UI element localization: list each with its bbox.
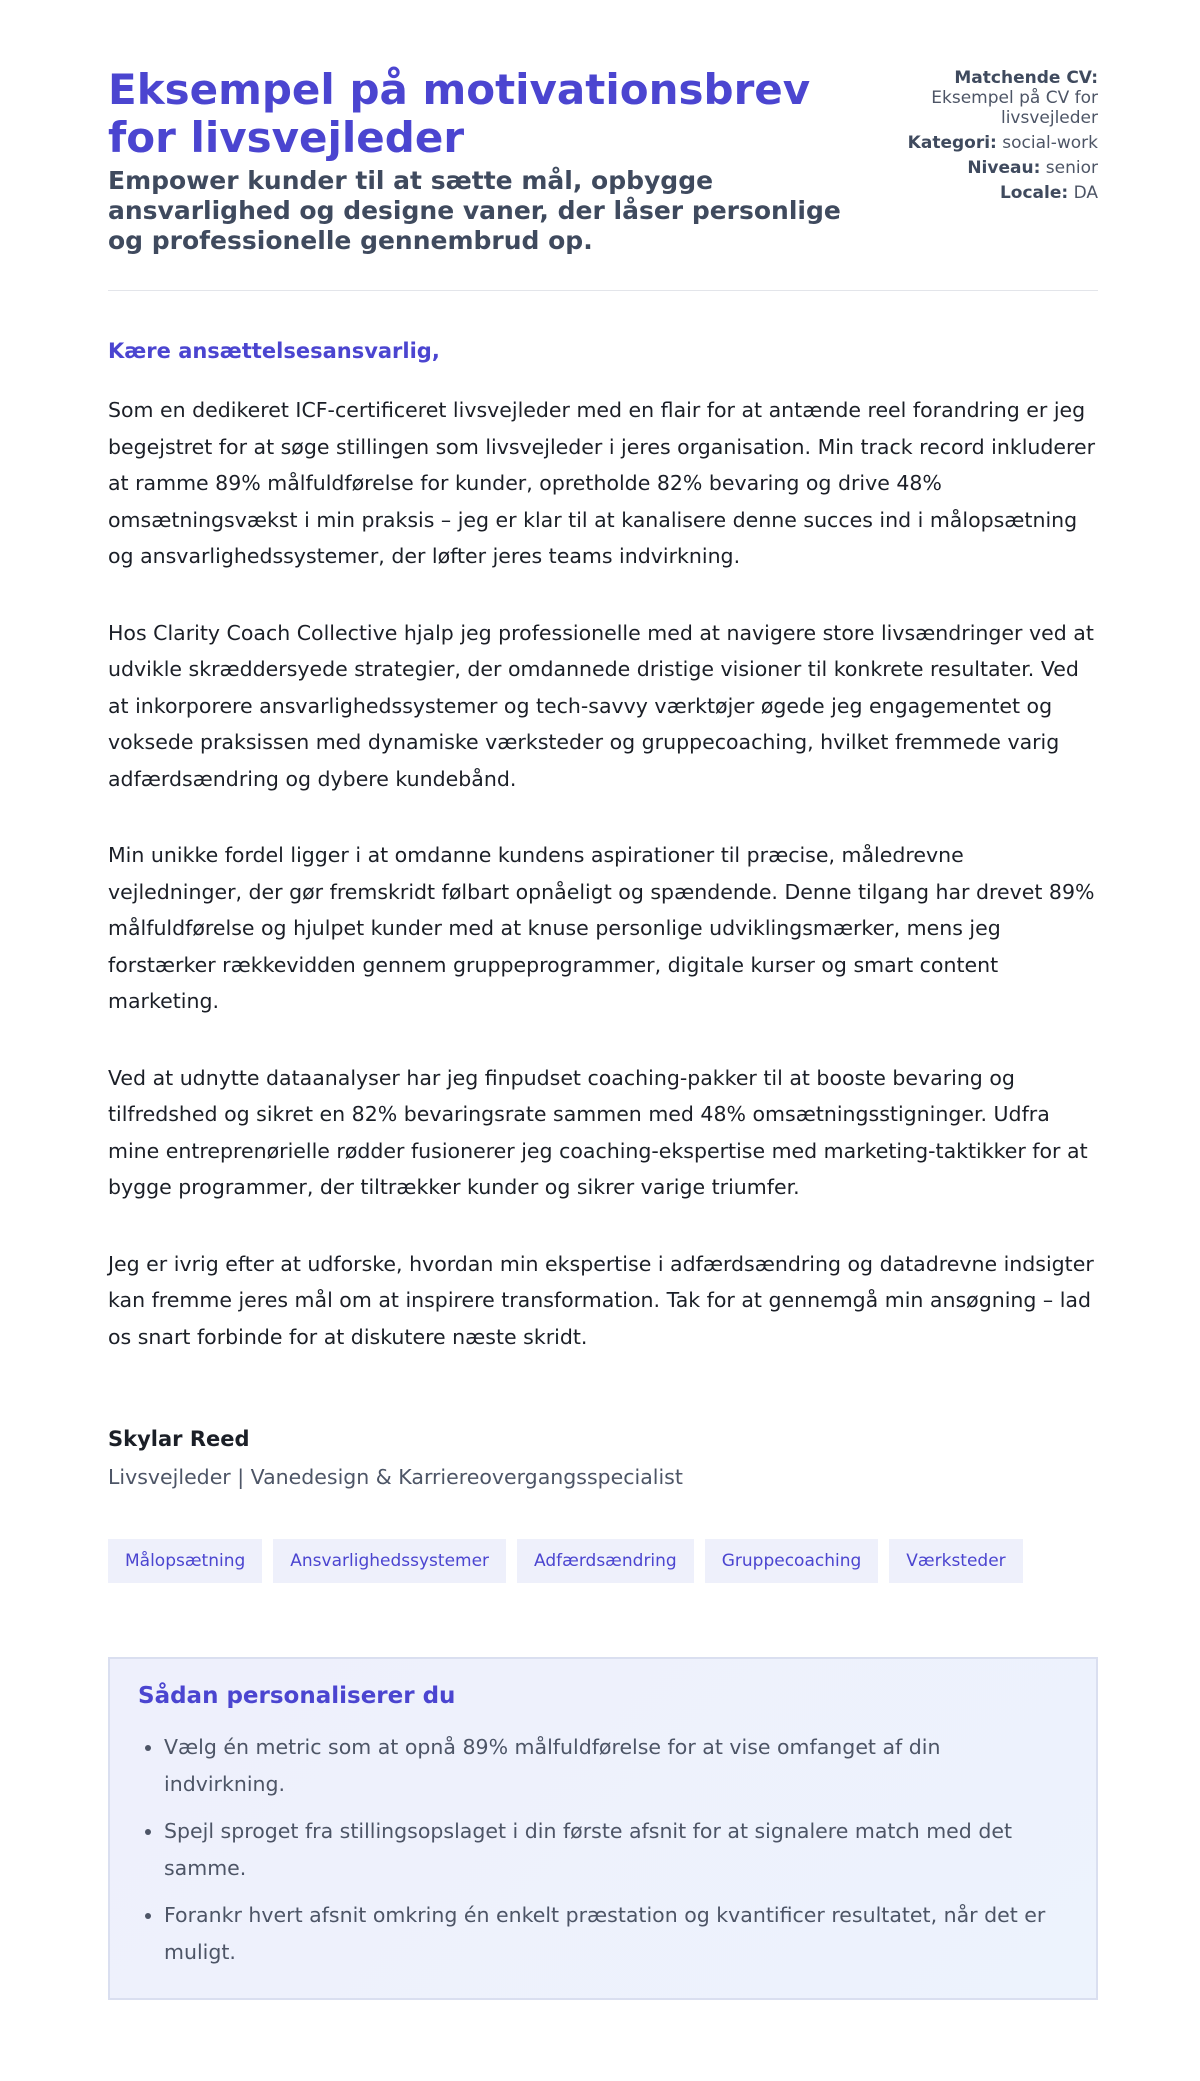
meta-matching-cv-label: Matchende CV: xyxy=(954,68,1098,88)
personalize-tips-box xyxy=(108,1657,1098,2000)
skill-tags xyxy=(108,1539,1098,1583)
signature-name: Skylar Reed xyxy=(108,1427,250,1451)
meta-category xyxy=(903,133,1098,153)
meta-category-label: Kategori: xyxy=(907,133,997,153)
skill-tag: Ansvarlighedssystemer xyxy=(273,1539,506,1583)
meta-matching-cv xyxy=(903,68,1098,128)
skill-tag: Værksteder xyxy=(889,1539,1022,1583)
letter-body xyxy=(108,392,1098,1355)
tips-title: Sådan personaliserer du xyxy=(138,1683,456,1709)
page-title: Eksempel på motivationsbrev for livsvejleder xyxy=(108,65,811,162)
page-header xyxy=(108,66,1098,256)
skill-tag: Gruppecoaching xyxy=(705,1539,879,1583)
meta-locale xyxy=(903,183,1098,203)
meta-locale-label: Locale: xyxy=(999,183,1069,203)
cover-letter-page xyxy=(108,66,1098,2000)
meta-level-value: senior xyxy=(1045,158,1098,178)
meta-category-value: social-work xyxy=(1002,133,1098,153)
meta-matching-cv-value: Eksempel på CV for livsvejleder xyxy=(931,88,1098,128)
tips-list xyxy=(138,1729,1068,1970)
letter-paragraph: Jeg er ivrig efter at udforske, hvordan min ekspertise i adfærdsændring og datadrevne indsigter kan fremme jeres mål om at inspirere transformation. Tak for at gennemgå min ansøgning – lad os snart forbinde for at diskutere næste skridt. xyxy=(108,1251,1094,1349)
letter-paragraph: Min unikke fordel ligger i at omdanne kundens aspirationer til præcise, måledrevne vejledninger, der gør fremskridt følbart opnåeligt og spændende. Denne tilgang har drevet 89% målfuldførelse og hjulpet kunder med at knuse personlige udviklingsmærker, mens jeg forstærker rækkevidden gennem gruppeprogrammer, digitale kurser og smart content marketing. xyxy=(108,843,1095,1013)
tip-item: • Spejl sproget fra stillingsopslaget i din første afsnit for at signalere match med det samme. xyxy=(164,1813,1068,1886)
tip-item: • Forankr hvert afsnit omkring én enkelt præstation og kvantificer resultatet, når det er muligt. xyxy=(164,1897,1068,1970)
page-subtitle: Empower kunder til at sætte mål, opbygge ansvarlighed og designe vaner, der låser personlige og professionelle gennembrud op. xyxy=(108,166,841,255)
header-titles xyxy=(108,66,878,256)
signature-role: Livsvejleder | Vanedesign & Karriereovergangsspecialist xyxy=(108,1465,683,1489)
skill-tag: Adfærdsændring xyxy=(517,1539,694,1583)
meta-level xyxy=(903,158,1098,178)
letter-paragraph: Hos Clarity Coach Collective hjalp jeg professionelle med at navigere store livsændringer ved at udvikle skræddersyede strategier, der omdannede dristige visioner til konkrete resultater. Ved at inkorporere ansvarlighedssystemer og tech-savvy værktøjer øgede jeg engagementet og voksede praksissen med dynamiske værksteder og gruppecoaching, hvilket fremmede varig adfærdsændring og dybere kundebånd. xyxy=(108,620,1094,791)
letter-salutation: Kære ansættelsesansvarlig, xyxy=(108,339,440,363)
header-divider xyxy=(108,290,1098,291)
letter-paragraph: Som en dedikeret ICF-certificeret livsvejleder med en flair for at antænde reel forandring er jeg begejstret for at søge stillingen som livsvejleder i jeres organisation. Min track record inkluderer at ramme 89% målfuldførelse for kunder, opretholde 82% bevaring og drive 48% omsætningsvækst i min praksis – jeg er klar til at kanalisere denne succes ind i målopsætning og ansvarlighedssystemer, der løfter jeres teams indvirkning. xyxy=(108,398,1096,568)
meta-level-label: Niveau: xyxy=(967,158,1041,178)
meta-panel xyxy=(903,66,1098,208)
letter-paragraph: Ved at udnytte dataanalyser har jeg finpudset coaching-pakker til at booste bevaring og tilfredshed og sikret en 82% bevaringsrate sammen med 48% omsætningsstigninger. Udfra mine entreprenørielle rødder fusionerer jeg coaching-ekspertise med marketing-taktikker for at bygge programmer, der tiltrækker kunder og sikrer varige triumfer. xyxy=(108,1065,1088,1199)
skill-tag: Målopsætning xyxy=(108,1539,262,1583)
meta-locale-value: DA xyxy=(1073,183,1098,203)
tip-item: • Vælg én metric som at opnå 89% målfuldførelse for at vise omfanget af din indvirkning. xyxy=(164,1729,1068,1802)
